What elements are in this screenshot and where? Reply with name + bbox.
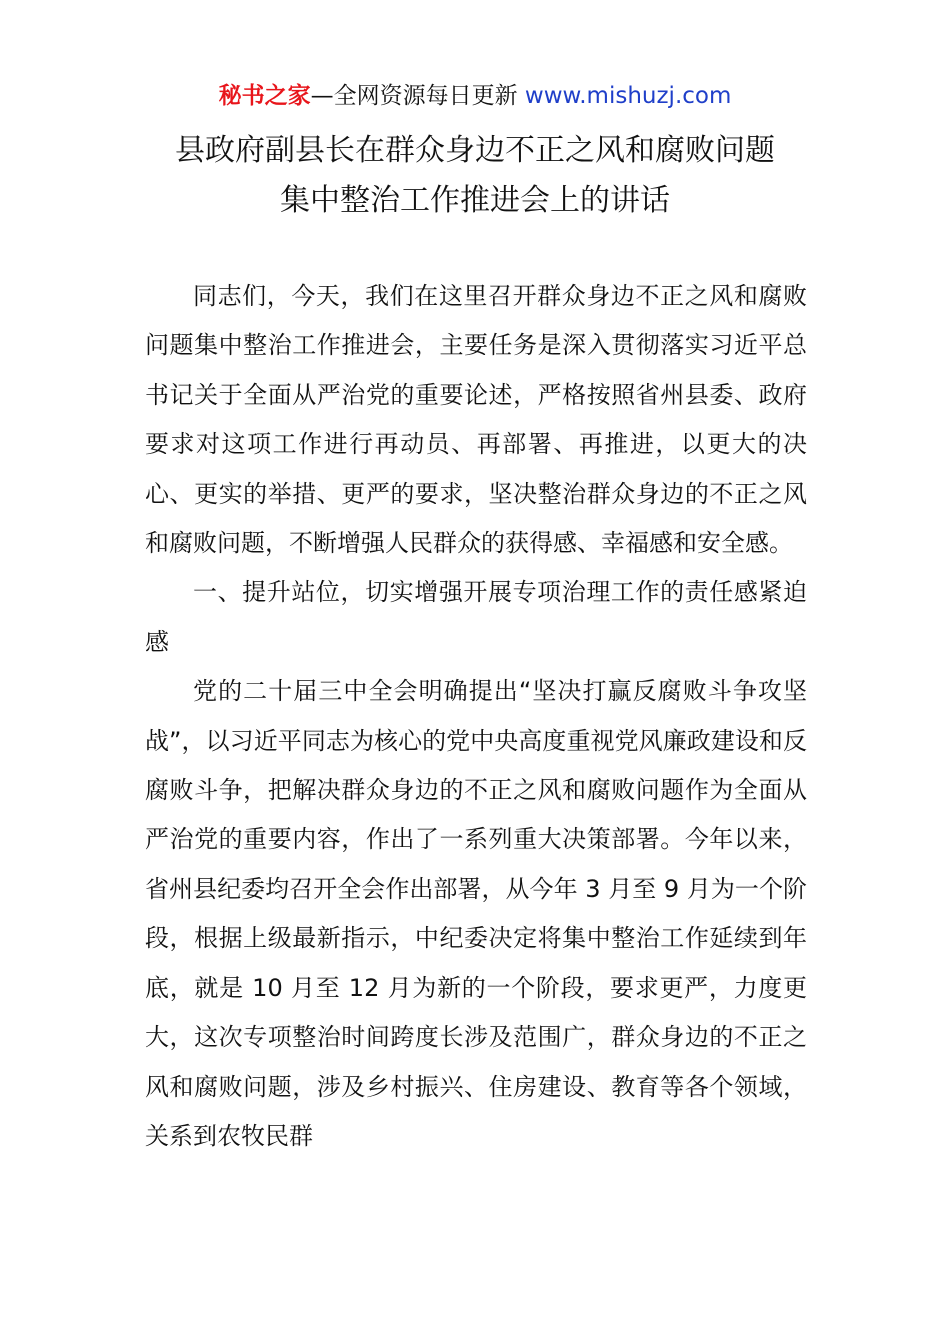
title-line-1: 县政府副县长在群众身边不正之风和腐败问题 <box>175 133 775 168</box>
document-title <box>0 126 950 226</box>
document-body <box>145 272 807 1161</box>
title-line-2: 集中整治工作推进会上的讲话 <box>280 183 670 218</box>
site-header <box>0 80 950 112</box>
header-tagline: —全网资源每日更新 <box>310 83 525 109</box>
paragraph-intro: 同志们，今天，我们在这里召开群众身边不正之风和腐败问题集中整治工作推进会，主要任务是深入贯彻落实习近平总书记关于全面从严治党的重要论述，严格按照省州县委、政府要求对这项工作进行再动员、再部署、再推进，以更大的决心、更实的举措、更严的要求，坚决整治群众身边的不正之风和腐败问题，不断增强人民群众的获得感、幸福感和安全感。 <box>145 282 807 558</box>
paragraph-section-1: 党的二十届三中全会明确提出“坚决打赢反腐败斗争攻坚战”，以习近平同志为核心的党中央高度重视党风廉政建设和反腐败斗争，把解决群众身边的不正之风和腐败问题作为全面从严治党的重要内容，作出了一系列重大决策部署。今年以来，省州县纪委均召开全会作出部署，从今年 3 月至 9 月为一个阶段，根据上级最新指示，中纪委决定将集中整治工作延续到年底，就是 10 月至 12 月为新的一个阶段，要求更严，力度更大，这次专项整治时间跨度长涉及范围广，群众身边的不正之风和腐败问题，涉及乡村振兴、住房建设、教育等各个领域，关系到农牧民群 <box>145 677 807 1150</box>
section-heading-1: 一、提升站位，切实增强开展专项治理工作的责任感紧迫感 <box>145 578 807 656</box>
site-url-link[interactable]: www.mishuzj.com <box>524 83 732 109</box>
brand-name: 秘书之家 <box>218 83 311 109</box>
